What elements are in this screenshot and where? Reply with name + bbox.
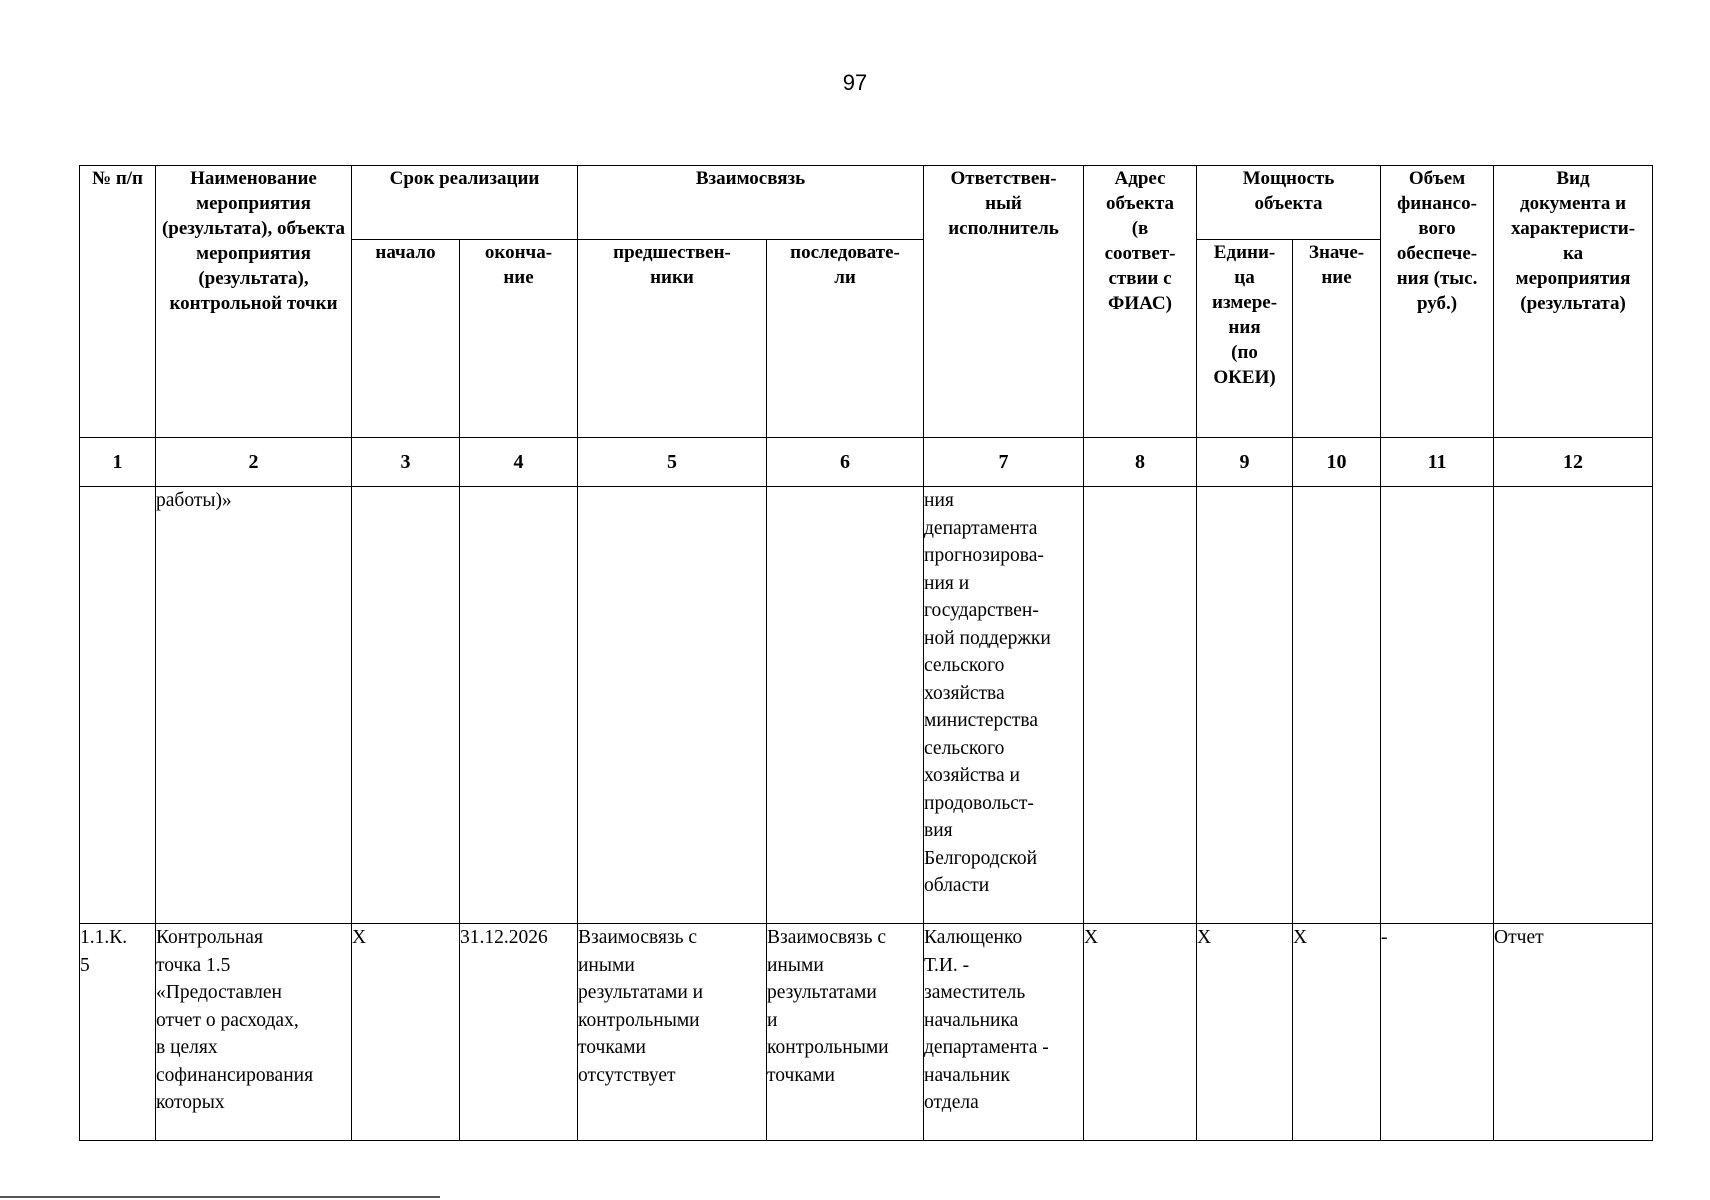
column-number: 11 [1381,438,1494,487]
header-capacity-unit: Едини- ца измере- ния (по ОКЕИ) [1197,240,1293,438]
cell-next: Взаимосвязь с иными результатами и контрольными точками [767,924,924,1141]
header-link-group: Взаимосвязь [578,166,924,240]
header-term-end: оконча- ние [460,240,578,438]
header-address: Адрес объекта (в соответ- ствии с ФИАС) [1084,166,1197,438]
cell-funding: - [1381,924,1494,1141]
table-row [80,924,1653,1141]
header-responsible: Ответствен- ный исполнитель [924,166,1084,438]
cell-next [767,487,924,924]
header-row-1 [80,166,1653,240]
column-number: 12 [1494,438,1653,487]
cell-doc [1494,487,1653,924]
column-number: 10 [1293,438,1381,487]
cell-prev [578,487,767,924]
column-number: 5 [578,438,767,487]
cell-funding [1381,487,1494,924]
cell-doc: Отчет [1494,924,1653,1141]
header-num: № п/п [80,166,156,438]
column-number: 8 [1084,438,1197,487]
header-term-start: начало [352,240,460,438]
column-number: 2 [156,438,352,487]
cell-responsible: Калющенко Т.И. - заместитель начальника департамента - начальник отдела [924,924,1084,1141]
column-number: 1 [80,438,156,487]
cell-start [352,487,460,924]
cell-num [80,487,156,924]
cell-num: 1.1.К. 5 [80,924,156,1141]
activities-table [79,165,1653,1141]
cell-address: X [1084,924,1197,1141]
column-number: 6 [767,438,924,487]
cell-start: X [352,924,460,1141]
column-number: 3 [352,438,460,487]
column-number: 9 [1197,438,1293,487]
scan-edge-line [0,1196,440,1198]
header-link-prev: предшествен- ники [578,240,767,438]
cell-name: работы)» [156,487,352,924]
header-capacity-group: Мощность объекта [1197,166,1381,240]
header-doc-type: Вид документа и характеристи- ка мероприятия (результата) [1494,166,1653,438]
header-link-next: последовате- ли [767,240,924,438]
header-capacity-value: Значе- ние [1293,240,1381,438]
header-funding: Объем финансо- вого обеспече- ния (тыс. руб.) [1381,166,1494,438]
cell-value [1293,487,1381,924]
cell-value: X [1293,924,1381,1141]
cell-unit: X [1197,924,1293,1141]
column-number: 7 [924,438,1084,487]
page-number: 97 [842,70,868,95]
header-name: Наименование мероприятия (результата), объекта мероприятия (результата), контрольной точки [156,166,352,438]
cell-end: 31.12.2026 [460,924,578,1141]
table-row [80,487,1653,924]
cell-end [460,487,578,924]
cell-address [1084,487,1197,924]
cell-name: Контрольная точка 1.5 «Предоставлен отчет о расходах, в целях софинансирования которых [156,924,352,1141]
header-term-group: Срок реализации [352,166,578,240]
column-number-row [80,438,1653,487]
cell-prev: Взаимосвязь с иными результатами и контрольными точками отсутствует [578,924,767,1141]
column-number: 4 [460,438,578,487]
cell-responsible: ния департамента прогнозирова- ния и государствен- ной поддержки сельского хозяйства министерства сельского хозяйства и продовольст- вия Белгородской области [924,487,1084,924]
cell-unit [1197,487,1293,924]
